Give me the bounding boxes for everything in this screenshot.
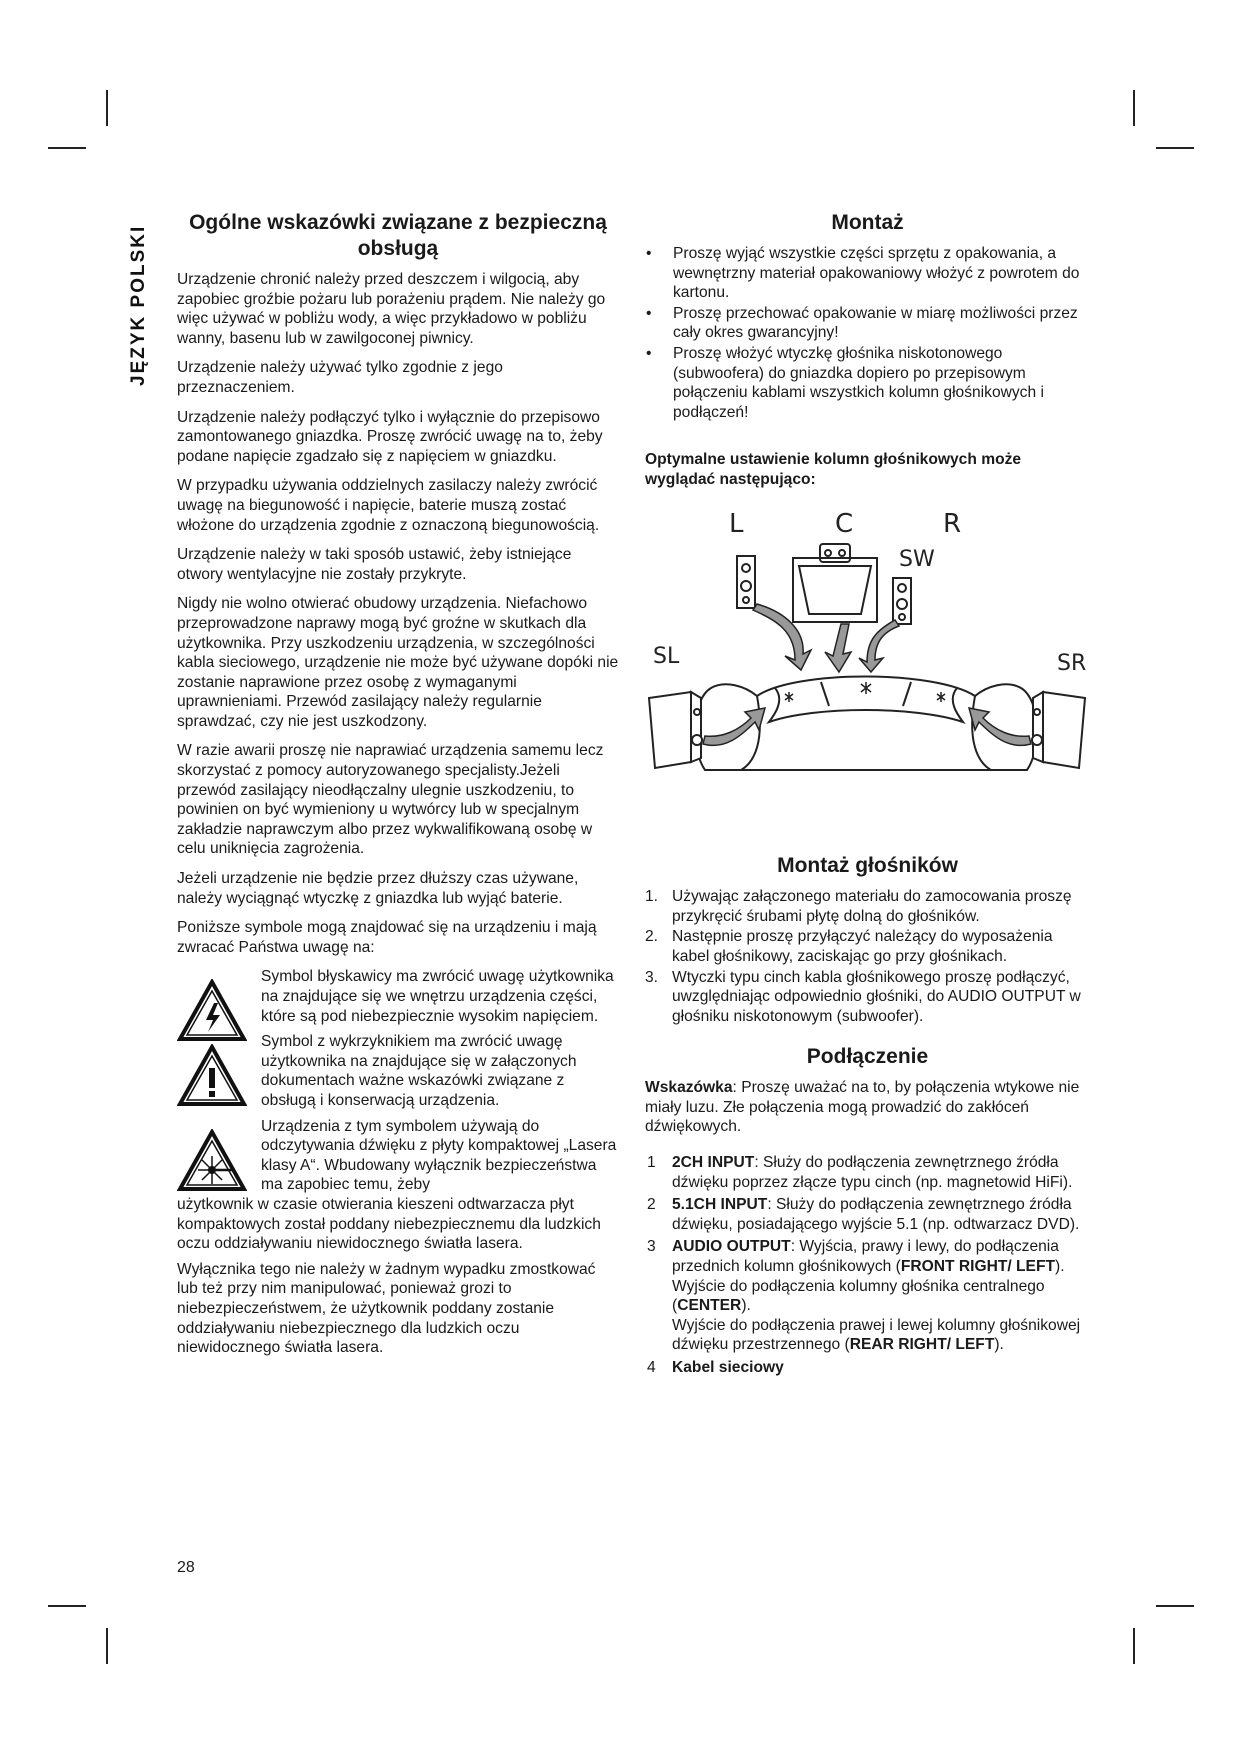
- page-number: 28: [177, 1559, 195, 1576]
- item-text: ).: [1055, 1258, 1065, 1276]
- list-item: [645, 968, 1090, 1027]
- paragraph: W razie awarii proszę nie naprawiać urządzenia samemu lecz skorzystać z pomocy autoryzowanego specjalisty.Jeżeli przewód zasilający nieodłączalny ulegnie uszkodzeniu, to powinien on być wymieniony u wytwórcy lub w specjalnym zakładzie naprawczym albo przez wykwalifikowaną osobę w celu uniknięcia zagrożenia.: [177, 742, 604, 858]
- left-column: [177, 210, 619, 1368]
- item-number: 3.: [645, 968, 659, 986]
- tv-unit: [793, 544, 877, 622]
- list-item: [645, 887, 1090, 926]
- item-number: 1.: [645, 888, 659, 906]
- list-item: • Proszę przechować opakowanie w miarę możliwości przez cały okres gwarancyjny!: [645, 304, 1090, 343]
- item-text: ).: [741, 1297, 751, 1315]
- label-r: R: [943, 508, 962, 539]
- note-label: Wskazówka: [645, 1079, 733, 1097]
- item-text: Następnie proszę przyłączyć należący do wyposażenia kabel głośnikowy, zaciskając go przy głośnikach.: [672, 928, 1053, 965]
- montaz-glosnikow-title: Montaż głośników: [777, 854, 958, 878]
- symbol-text: Symbol błyskawicy ma zwrócić uwagę użytkownika na znajdujące się we wnętrzu urządzenia części, które są pod niebezpiecznie wysokim napięciem.: [261, 968, 614, 1025]
- montaz-title: Montaż: [831, 211, 904, 234]
- safety-title: Ogólne wskazówki związane z bezpieczną obsługą: [189, 211, 607, 260]
- paragraph: Wyłącznika tego nie należy w żadnym wypadku zmostkować lub też przy nim manipulować, ponieważ grozi to niebezpieczeństwem, że użytkownik poddany zostanie oddziaływaniu niebezpiecznego dla ludzkich oczu niewidocznego światła lasera.: [177, 1260, 596, 1357]
- language-side-tab: JĘZYK POLSKI: [128, 224, 149, 386]
- crop-mark: [1133, 90, 1135, 126]
- speaker-surround-left: [649, 692, 702, 768]
- crop-mark: [106, 90, 108, 126]
- note-text: : Proszę uważać na to, by połączenia wtykowe nie miały luzu. Złe połączenia mogą prowadzić do zakłóceń dźwiękowych.: [645, 1079, 1080, 1136]
- connector-label: CENTER: [677, 1297, 742, 1315]
- paragraph: Urządzenie należy w taki sposób ustawić, żeby istniejące otwory wentylacyjne nie zostały przykryte.: [177, 546, 572, 583]
- podlaczenie-title: Podłączenie: [806, 1045, 929, 1069]
- label-sl: SL: [653, 643, 680, 669]
- item-number: 3: [647, 1238, 656, 1256]
- connection-item: [645, 1237, 1090, 1355]
- symbol-lightning: [177, 967, 619, 1026]
- diagram-caption: Optymalne ustawienie kolumn głośnikowych może wyglądać następująco:: [645, 451, 1022, 488]
- list-item: [645, 927, 1090, 966]
- item-number: 2.: [645, 928, 659, 946]
- label-c: C: [835, 508, 854, 539]
- arrow: [753, 604, 811, 670]
- crop-mark: [1133, 1628, 1135, 1664]
- paragraph: Poniższe symbole mogą znajdować się na urządzeniu i mają zwracać Państwa uwagę na:: [177, 919, 597, 956]
- item-text: : Służy do podłączenia zewnętrznego źródła dźwięku poprzez złącze typu cinch (np. magnetowid HiFi).: [672, 1154, 1073, 1191]
- paragraph: Urządzenie należy używać tylko zgodnie z jego przeznaczeniem.: [177, 359, 503, 396]
- crop-mark: [48, 1605, 86, 1607]
- symbol-laser: [177, 1117, 619, 1254]
- connector-label: 5.1CH INPUT: [672, 1196, 768, 1214]
- connector-label: 2CH INPUT: [672, 1154, 755, 1172]
- list-item: • Proszę włożyć wtyczkę głośnika niskotonowego (subwoofera) do gniazdka dopiero po przepisowym połączeniu kablami wszystkich kolumn głośnikowych i podłączeń!: [645, 344, 1090, 422]
- crop-mark: [1156, 147, 1194, 149]
- paragraph: Nigdy nie wolno otwierać obudowy urządzenia. Niefachowo przeprowadzone naprawy mogą być groźne w skutkach dla użytkownika. Przy uszkodzeniu urządzenia, w szczególności kabla sieciowego, urządzenie nie może być używane dopóki nie zostanie naprawione przez osobę z wymaganymi uprawnieniami. Przewód zasilający należy regularnie sprawdzać, czy nie jest uszkodzony.: [177, 595, 619, 730]
- item-text: Wyjście do podłączenia prawej i lewej kolumny głośnikowej dźwięku przestrzennego (: [672, 1316, 1081, 1354]
- connector-label: Kabel sieciowy: [672, 1359, 784, 1376]
- crop-mark: [48, 147, 86, 149]
- symbol-text-continuation: użytkownik w czasie otwierania kieszeni odtwarzacza płyt kompaktowych został poddany niebezpiecznemu dla ludzkich oczu oddziaływaniu niewidocznego światła lasera.: [177, 1195, 601, 1253]
- crop-mark: [106, 1628, 108, 1664]
- right-column: [645, 210, 1090, 1381]
- label-l: L: [729, 508, 744, 539]
- item-number: 4: [647, 1359, 656, 1376]
- item-text: ).: [994, 1336, 1004, 1354]
- montaz-glosnikow-list: [645, 887, 1090, 1026]
- paragraph: Jeżeli urządzenie nie będzie przez dłuższy czas używane, należy wyciągnąć wtyczkę z gniazdka lub wyjąć baterie.: [177, 870, 579, 907]
- symbol-text: Urządzenia z tym symbolem używają do odczytywania dźwięku z płyty kompaktowej „Lasera klasy A“. Wbudowany wyłącznik bezpieczeństwa ma zapobiec temu, żeby: [261, 1117, 617, 1194]
- connection-item: [645, 1153, 1090, 1192]
- paragraph: Urządzenie chronić należy przed deszczem i wilgocią, aby zapobiec groźbie pożaru lub porażeniu prądem. Nie należy go więc używać w pobliżu wody, a więc przykładowo w pobliżu wanny, basenu lub w zawilgoconej piwnicy.: [177, 271, 606, 347]
- list-item: • Proszę wyjąć wszystkie części sprzętu z opakowania, a wewnętrzny materiał opakowaniowy włożyć z powrotem do kartonu.: [645, 244, 1090, 303]
- paragraph: W przypadku używania oddzielnych zasilaczy należy zwrócić uwagę na biegunowość i napięcie, baterie muszą zostać włożone do urządzenia zgodnie z oznaczoną biegunowością.: [177, 477, 600, 534]
- arrow: [859, 620, 899, 672]
- symbol-exclamation: [177, 1032, 619, 1110]
- connector-label: FRONT RIGHT/ LEFT: [900, 1258, 1055, 1276]
- label-sr: SR: [1057, 650, 1087, 676]
- speaker-front-right: [893, 578, 911, 624]
- laser-warning-icon: [177, 1129, 247, 1193]
- paragraph: Urządzenie należy podłączyć tylko i wyłącznie do przepisowo zamontowanego gniazdka. Proszę zwrócić uwagę na to, żeby podane napięcie zgadzało się z napięciem w gniazdku.: [177, 408, 603, 465]
- item-number: 2: [647, 1196, 656, 1214]
- crop-mark: [1156, 1605, 1194, 1607]
- item-text: Wtyczki typu cinch kabla głośnikowego proszę podłączyć, uwzględniając odpowiednio głośniki, do AUDIO OUTPUT w głośniku niskotonowym (subwoofer).: [672, 968, 1081, 1025]
- label-sw: SW: [899, 546, 935, 572]
- connection-item: [645, 1195, 1090, 1234]
- exclamation-warning-icon: [177, 1044, 247, 1108]
- symbol-text: Symbol z wykrzyknikiem ma zwrócić uwagę użytkownika na znajdujące się w załączonych dokumentach ważne wskazówki związane z obsługą i konserwacją urządzenia.: [261, 1033, 577, 1109]
- arrow: [825, 624, 851, 672]
- connector-label: REAR RIGHT/ LEFT: [849, 1336, 995, 1354]
- item-text: : Wyjścia, prawy i lewy, do podłączenia przednich kolumn głośnikowych (: [672, 1238, 1059, 1276]
- montaz-list: [645, 244, 1090, 422]
- connection-item: [645, 1358, 1090, 1378]
- item-text: Wyjście do podłączenia kolumny głośnika centralnego (: [672, 1277, 1045, 1315]
- speaker-layout-diagram: [645, 500, 1090, 830]
- speaker-surround-right: [1032, 692, 1085, 768]
- speaker-front-left: [737, 556, 755, 608]
- item-text: Używając załączonego materiału do zamocowania proszę przykręcić śrubami płytę dolną do głośników.: [672, 888, 1072, 925]
- note: [645, 1078, 1090, 1137]
- item-number: 1: [647, 1154, 656, 1172]
- connector-label: AUDIO OUTPUT: [672, 1238, 791, 1256]
- item-text: : Służy do podłączenia zewnętrznego źródła dźwięku, posiadającego wyjście 5.1 (np. odtwarzacz DVD).: [672, 1196, 1080, 1233]
